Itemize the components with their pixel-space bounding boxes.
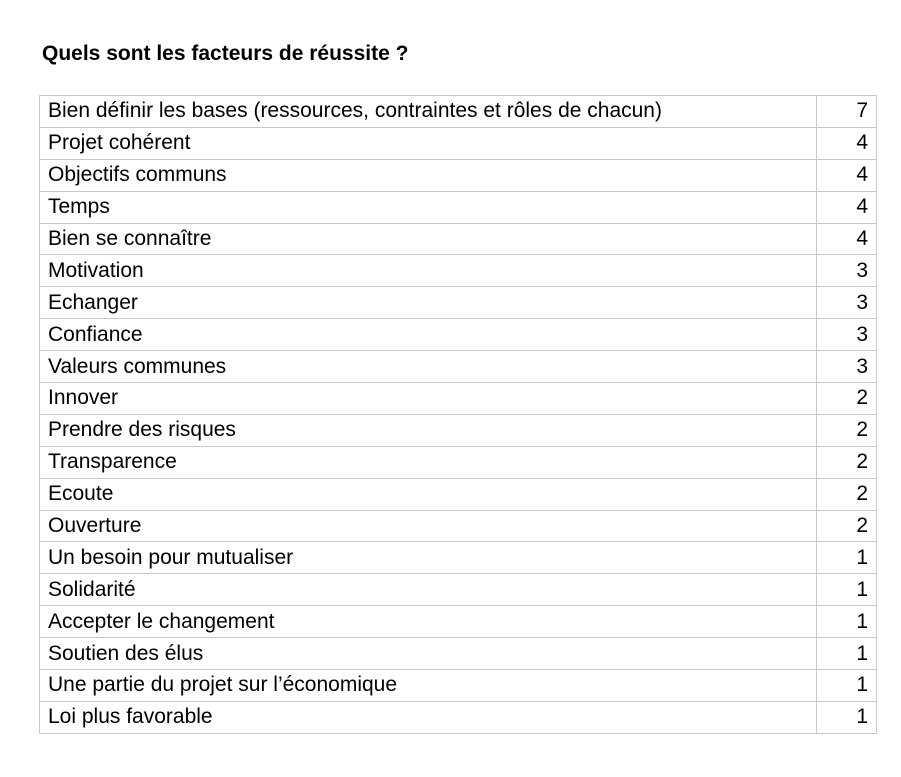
row-label: Bien se connaître bbox=[40, 223, 817, 255]
row-count: 2 bbox=[817, 383, 877, 415]
row-count: 1 bbox=[817, 638, 877, 670]
table-row bbox=[40, 446, 877, 478]
row-count: 2 bbox=[817, 446, 877, 478]
table-row bbox=[40, 191, 877, 223]
table-row bbox=[40, 223, 877, 255]
table-row bbox=[40, 670, 877, 702]
row-label: Soutien des élus bbox=[40, 638, 817, 670]
row-count: 1 bbox=[817, 542, 877, 574]
row-label: Valeurs communes bbox=[40, 351, 817, 383]
table-row bbox=[40, 96, 877, 128]
row-label: Objectifs communs bbox=[40, 159, 817, 191]
table-row bbox=[40, 319, 877, 351]
row-count: 1 bbox=[817, 701, 877, 733]
row-label: Prendre des risques bbox=[40, 414, 817, 446]
row-count: 2 bbox=[817, 478, 877, 510]
table-row bbox=[40, 351, 877, 383]
row-count: 2 bbox=[817, 414, 877, 446]
results-table bbox=[39, 95, 877, 734]
table-row bbox=[40, 383, 877, 415]
row-count: 4 bbox=[817, 159, 877, 191]
row-label: Confiance bbox=[40, 319, 817, 351]
row-count: 1 bbox=[817, 670, 877, 702]
row-label: Temps bbox=[40, 191, 817, 223]
page-title: Quels sont les facteurs de réussite ? bbox=[42, 42, 409, 65]
table-row bbox=[40, 542, 877, 574]
row-label: Motivation bbox=[40, 255, 817, 287]
row-label: Ecoute bbox=[40, 478, 817, 510]
row-count: 2 bbox=[817, 510, 877, 542]
row-count: 3 bbox=[817, 255, 877, 287]
table-row bbox=[40, 255, 877, 287]
row-count: 1 bbox=[817, 574, 877, 606]
table-row bbox=[40, 414, 877, 446]
table-row bbox=[40, 638, 877, 670]
table-row bbox=[40, 510, 877, 542]
row-label: Une partie du projet sur l’économique bbox=[40, 670, 817, 702]
row-label: Echanger bbox=[40, 287, 817, 319]
row-label: Loi plus favorable bbox=[40, 701, 817, 733]
row-label: Projet cohérent bbox=[40, 127, 817, 159]
row-label: Accepter le changement bbox=[40, 606, 817, 638]
row-label: Solidarité bbox=[40, 574, 817, 606]
row-count: 4 bbox=[817, 223, 877, 255]
table-row bbox=[40, 478, 877, 510]
table-row bbox=[40, 574, 877, 606]
row-label: Bien définir les bases (ressources, contraintes et rôles de chacun) bbox=[40, 96, 817, 128]
table-row bbox=[40, 701, 877, 733]
table-row bbox=[40, 159, 877, 191]
row-count: 3 bbox=[817, 319, 877, 351]
row-count: 1 bbox=[817, 606, 877, 638]
row-label: Transparence bbox=[40, 446, 817, 478]
results-table-body bbox=[40, 96, 877, 734]
table-row bbox=[40, 127, 877, 159]
row-count: 3 bbox=[817, 287, 877, 319]
table-row bbox=[40, 606, 877, 638]
row-count: 4 bbox=[817, 127, 877, 159]
row-label: Innover bbox=[40, 383, 817, 415]
row-label: Ouverture bbox=[40, 510, 817, 542]
table-row bbox=[40, 287, 877, 319]
row-label: Un besoin pour mutualiser bbox=[40, 542, 817, 574]
row-count: 3 bbox=[817, 351, 877, 383]
row-count: 7 bbox=[817, 96, 877, 128]
row-count: 4 bbox=[817, 191, 877, 223]
